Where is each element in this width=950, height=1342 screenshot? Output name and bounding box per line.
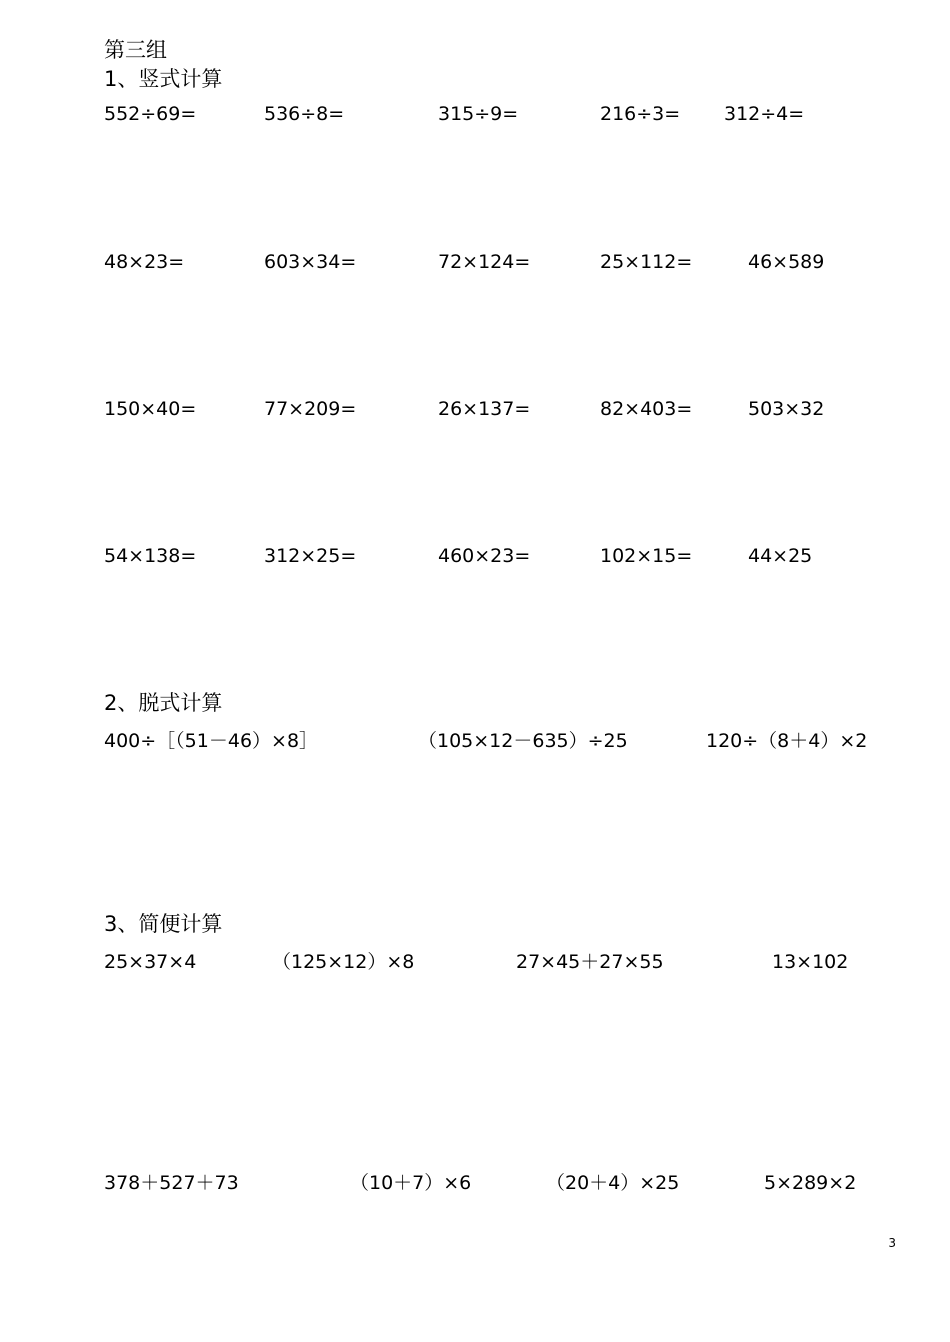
problem: 378＋527＋73 <box>104 1172 239 1194</box>
problem: 46×589 <box>748 251 825 273</box>
group-title: 第三组 <box>104 38 167 62</box>
problem: 312÷4= <box>724 103 805 125</box>
problem: 216÷3= <box>600 103 681 125</box>
problem: 120÷（8＋4）×2 <box>706 730 868 752</box>
problem: 26×137= <box>438 398 531 420</box>
problem: （10＋7）×6 <box>350 1172 472 1194</box>
problem: 5×289×2 <box>764 1172 857 1194</box>
problem: 44×25 <box>748 545 813 567</box>
problem: 536÷8= <box>264 103 345 125</box>
section2-heading: 2、脱式计算 <box>104 691 223 715</box>
problem: 77×209= <box>264 398 357 420</box>
problem: 72×124= <box>438 251 531 273</box>
problem: 315÷9= <box>438 103 519 125</box>
problem: 25×37×4 <box>104 951 197 973</box>
section3-heading: 3、简便计算 <box>104 912 223 936</box>
problem: 460×23= <box>438 545 531 567</box>
problem: 54×138= <box>104 545 197 567</box>
problem: 102×15= <box>600 545 693 567</box>
problem: （125×12）×8 <box>272 951 415 973</box>
problem: 82×403= <box>600 398 693 420</box>
problem: （20＋4）×25 <box>546 1172 680 1194</box>
problem: 13×102 <box>772 951 849 973</box>
problem: 150×40= <box>104 398 197 420</box>
problem: 27×45＋27×55 <box>516 951 664 973</box>
page-number: 3 <box>888 1236 896 1250</box>
problem: 552÷69= <box>104 103 197 125</box>
section1-heading: 1、竖式计算 <box>104 67 223 91</box>
problem: 48×23= <box>104 251 185 273</box>
problem: （105×12－635）÷25 <box>418 730 628 752</box>
problem: 312×25= <box>264 545 357 567</box>
problem: 503×32 <box>748 398 825 420</box>
problem: 25×112= <box>600 251 693 273</box>
problem: 400÷［（51－46）×8］ <box>104 730 319 752</box>
problem: 603×34= <box>264 251 357 273</box>
